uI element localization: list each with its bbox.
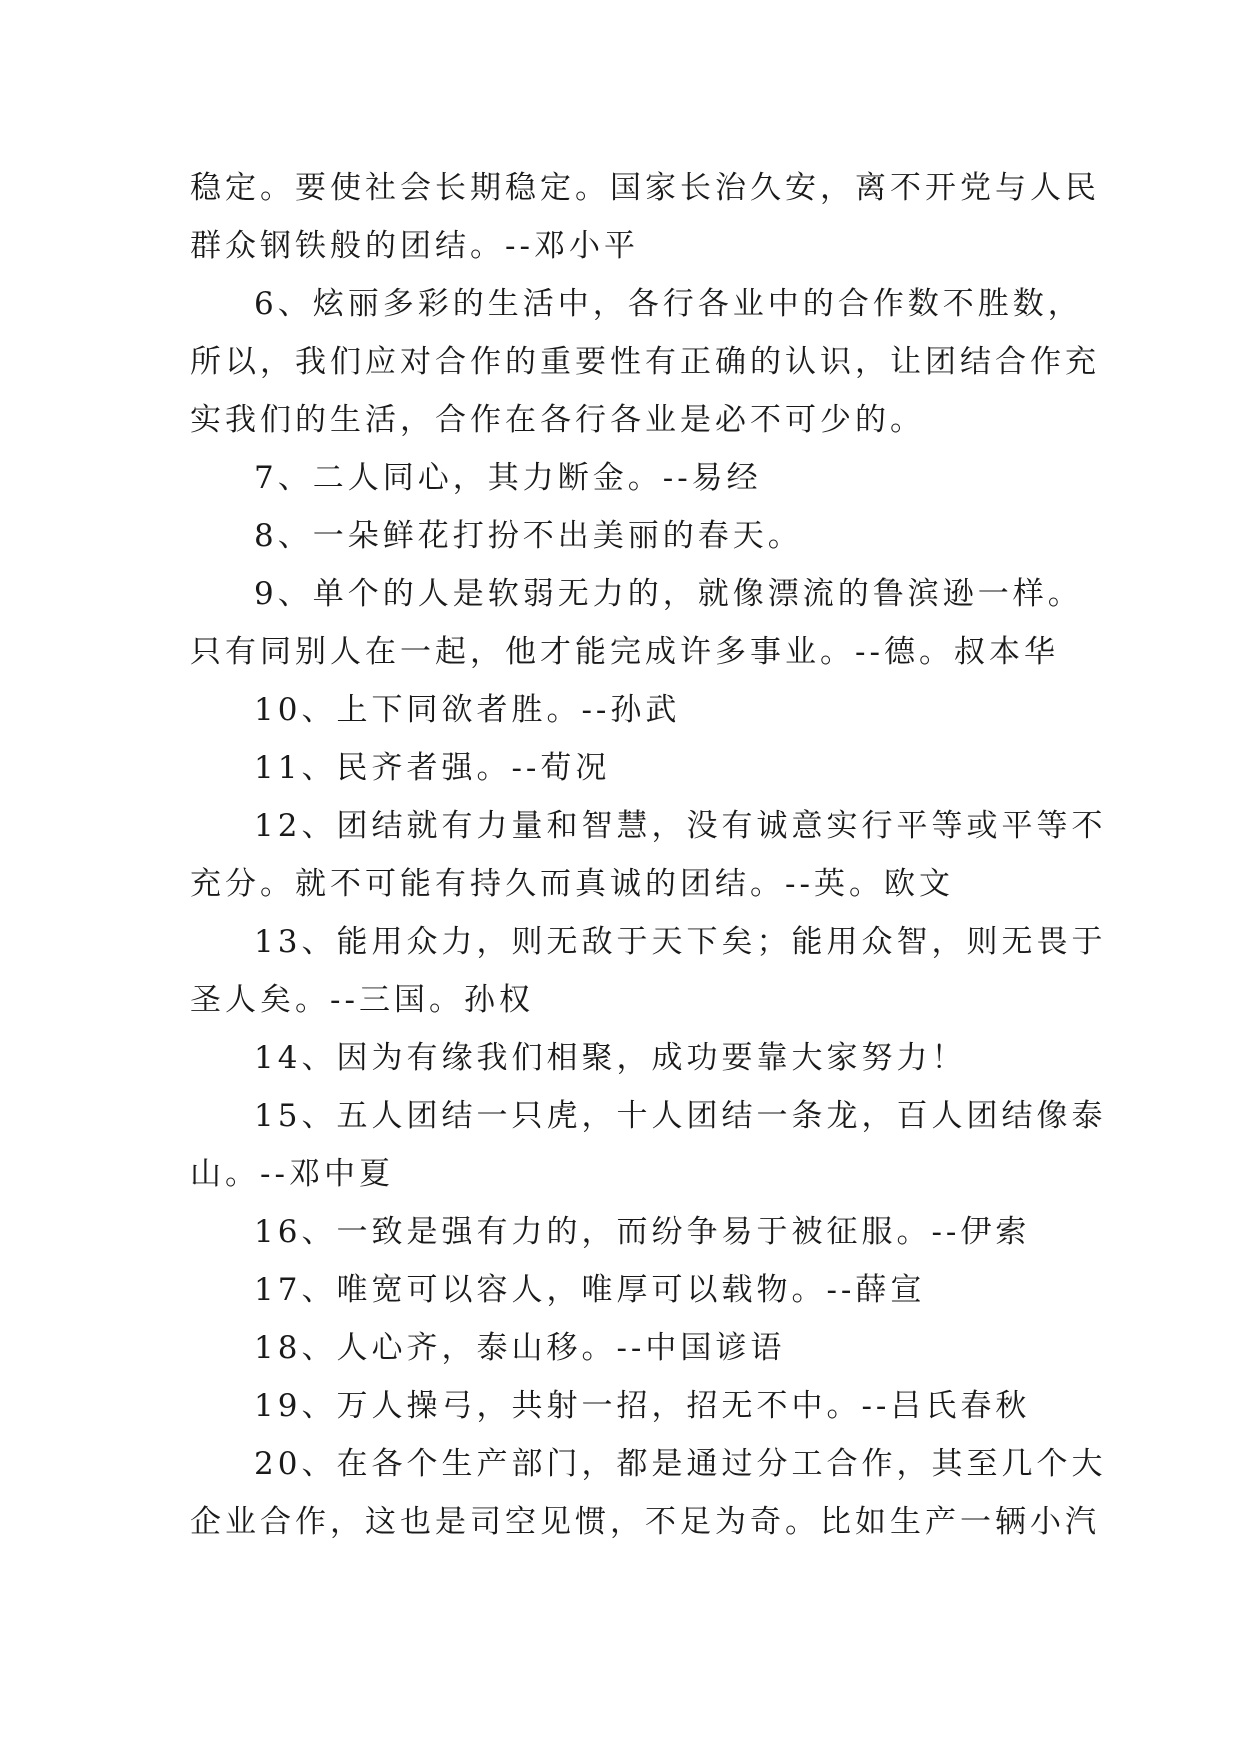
text-line: 充分。就不可能有持久而真诚的团结。--英。欧文 <box>190 866 954 902</box>
text-line: 10、上下同欲者胜。--孙武 <box>254 692 681 728</box>
text-line: 18、人心齐，泰山移。--中国谚语 <box>254 1330 786 1366</box>
text-line: 15、五人团结一只虎，十人团结一条龙，百人团结像泰 <box>254 1098 1107 1134</box>
text-line: 圣人矣。--三国。孙权 <box>190 982 534 1018</box>
text-line: 所以，我们应对合作的重要性有正确的认识，让团结合作充 <box>190 344 1100 380</box>
text-line: 17、唯宽可以容人，唯厚可以载物。--薛宣 <box>254 1272 926 1308</box>
text-line: 9、单个的人是软弱无力的，就像漂流的鲁滨逊一样。 <box>254 576 1083 612</box>
text-line: 6、炫丽多彩的生活中，各行各业中的合作数不胜数， <box>254 286 1083 322</box>
text-line: 16、一致是强有力的，而纷争易于被征服。--伊索 <box>254 1214 1031 1250</box>
text-line: 11、民齐者强。--荀况 <box>254 750 611 786</box>
text-line: 14、因为有缘我们相聚，成功要靠大家努力！ <box>254 1040 967 1076</box>
text-line: 20、在各个生产部门，都是通过分工合作，其至几个大 <box>254 1446 1107 1482</box>
text-line: 群众钢铁般的团结。--邓小平 <box>190 228 639 264</box>
text-line: 稳定。要使社会长期稳定。国家长治久安，离不开党与人民 <box>190 170 1100 206</box>
text-line: 企业合作，这也是司空见惯，不足为奇。比如生产一辆小汽 <box>190 1504 1100 1540</box>
text-line: 13、能用众力，则无敌于天下矣；能用众智，则无畏于 <box>254 924 1107 960</box>
text-line: 8、一朵鲜花打扮不出美丽的春天。 <box>254 518 803 554</box>
document-body <box>190 159 1107 1551</box>
text-line: 山。--邓中夏 <box>190 1156 394 1192</box>
text-line: 只有同别人在一起，他才能完成许多事业。--德。叔本华 <box>190 634 1059 670</box>
text-line: 12、团结就有力量和智慧，没有诚意实行平等或平等不 <box>254 808 1107 844</box>
text-line: 7、二人同心，其力断金。--易经 <box>254 460 762 496</box>
text-line: 实我们的生活，合作在各行各业是必不可少的。 <box>190 402 925 438</box>
text-line: 19、万人操弓，共射一招，招无不中。--吕氏春秋 <box>254 1388 1031 1424</box>
